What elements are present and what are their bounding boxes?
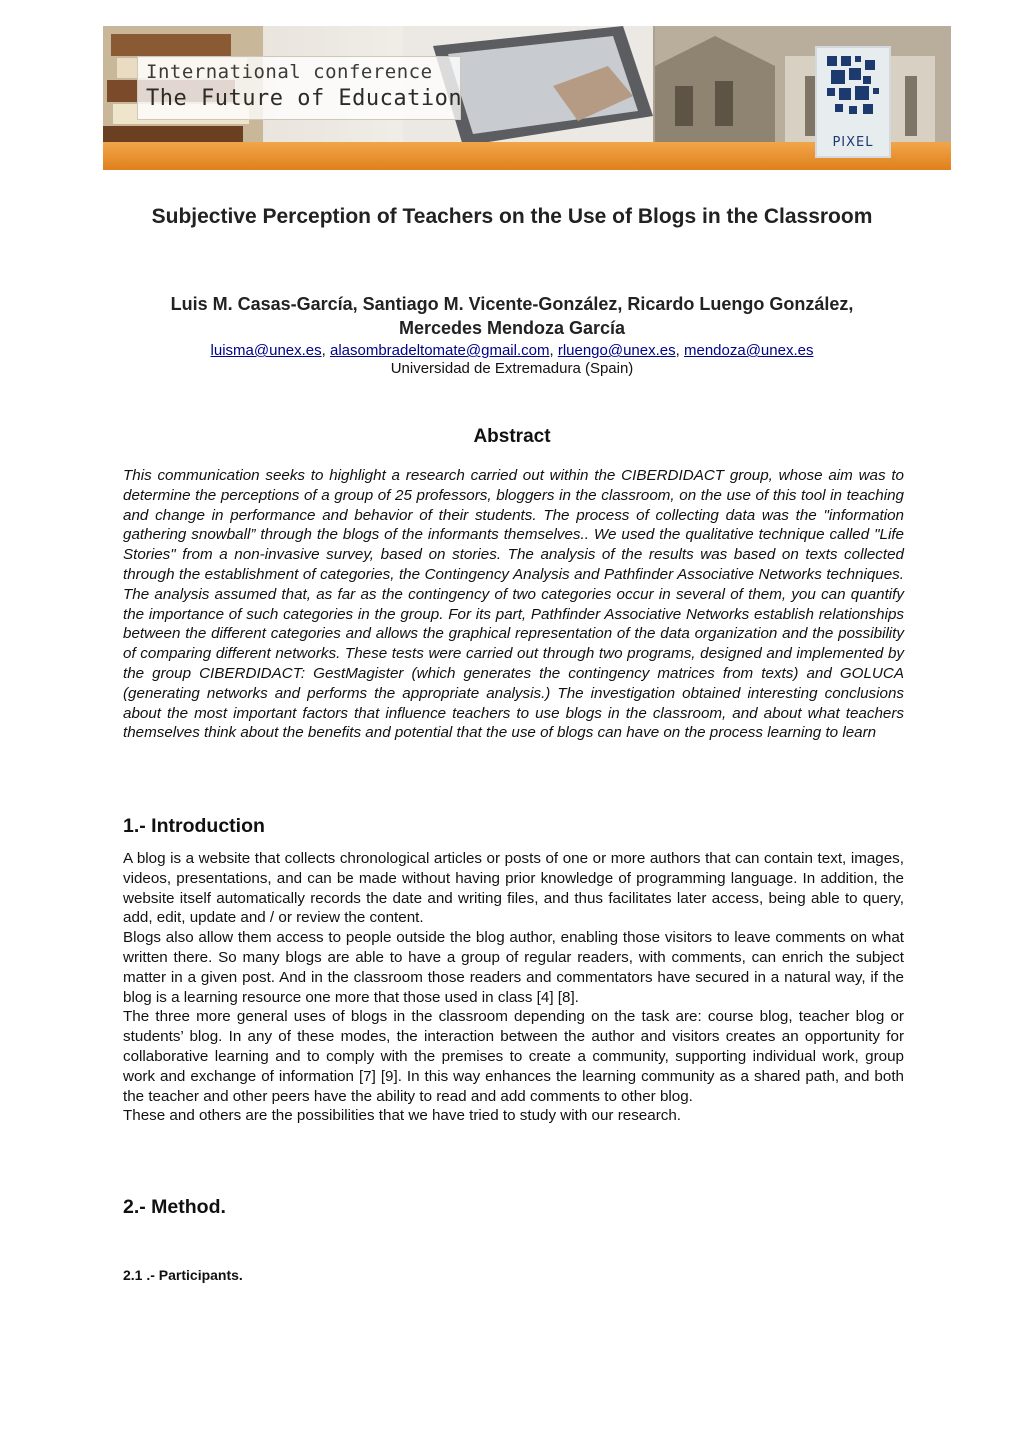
banner-line-1: International conference <box>146 61 433 83</box>
paragraph: A blog is a website that collects chronological articles or posts of one or more authors that can contain text, images, videos, presentations, and can be made without having prior knowledge of programming language. In addition, the website itself automatically records the date and writing files, and thus facilitates later access, being able to query, add, edit, update and / or review the content. <box>123 850 904 927</box>
banner-title-box <box>137 56 461 120</box>
pixel-logo-icon <box>817 48 889 128</box>
paragraph: Blogs also allow them access to people outside the blog author, enabling those visitors to leave comments on what written there. So many blogs are able to have a group of regular readers, with comments, can enrich the subject matter in a given post. And in the classroom those readers and commentators have secured in a natural way, if the blog is a learning resource one more that those used in class [4] [8]. <box>123 929 904 1006</box>
paper-title: Subjective Perception of Teachers on the Use of Blogs in the Classroom <box>151 205 873 228</box>
email-link[interactable]: rluengo@unex.es <box>557 342 676 359</box>
author-emails <box>100 341 924 360</box>
introduction-body <box>123 849 904 1126</box>
paragraph: These and others are the possibilities that we have tried to study with our research. <box>123 1107 682 1125</box>
abstract-text: This communication seeks to highlight a research carried out within the CIBERDIDACT group, whose aim was to determine the perceptions of a group of 25 professors, bloggers in the classroom, on the use of this tool in teaching and change in performance and behavior of their students. The process of collecting data was the "information gathering snowball” through the blogs of the informants themselves.. We used the qualitative technique called "Life Stories" from a non-invasive survey, based on stories. The analysis of the results was based on texts collected through the establishment of categories, the Contingency Analysis and Pathfinder Associative Networks techniques. The analysis assumed that, as far as the contingency of two categories occur in several of them, you can quantify the importance of such categories in the group. For its part, Pathfinder Associative Networks establish relationships between the different categories and allows the graphical representation of the data organization and the possibility of comparing different networks. These tests were carried out through two programs, designed and implemented by the group CIBERDIDACT: GestMagister (which generates the contingency matrices from texts) and GOLUCA (generating networks and performs the appropriate analysis.) The investigation obtained interesting conclusions about the most important factors that influence teachers to use blogs in the classroom, and about what teachers themselves think about the benefits and potential that the use of blogs can have on the process learning to learn <box>123 467 904 742</box>
paper-authors: Luis M. Casas-García, Santiago M. Vicente-González, Ricardo Luengo González, Mercedes Mendoza García <box>170 294 854 338</box>
affiliation: Universidad de Extremadura (Spain) <box>390 360 634 377</box>
email-separator: , <box>321 342 326 359</box>
method-heading: 2.- Method. <box>123 1196 226 1218</box>
email-link[interactable]: mendoza@unex.es <box>683 342 814 359</box>
email-link[interactable]: alasombradeltomate@gmail.com <box>329 342 550 359</box>
abstract-heading: Abstract <box>473 426 551 447</box>
banner-line-2: The Future of Education <box>146 86 463 111</box>
pixel-logo <box>815 46 891 158</box>
email-link[interactable]: luisma@unex.es <box>210 342 322 359</box>
conference-banner <box>103 26 951 170</box>
paragraph: The three more general uses of blogs in the classroom depending on the task are: course blog, teacher blog or students’ blog. In any of these modes, the interaction between the author and visitors creates an opportunity for collaborative learning and to comply with the premises to create a community, supporting individual work, group work and exchange of information [7] [9]. In this way enhances the learning community as a shared path, and both the teacher and other peers have the ability to read and add comments to other blog. <box>123 1008 904 1105</box>
introduction-heading: 1.- Introduction <box>123 815 265 837</box>
email-separator: , <box>675 342 680 359</box>
participants-subheading: 2.1 .- Participants. <box>123 1267 243 1283</box>
email-separator: , <box>549 342 554 359</box>
pixel-logo-text: PIXEL <box>832 135 874 150</box>
